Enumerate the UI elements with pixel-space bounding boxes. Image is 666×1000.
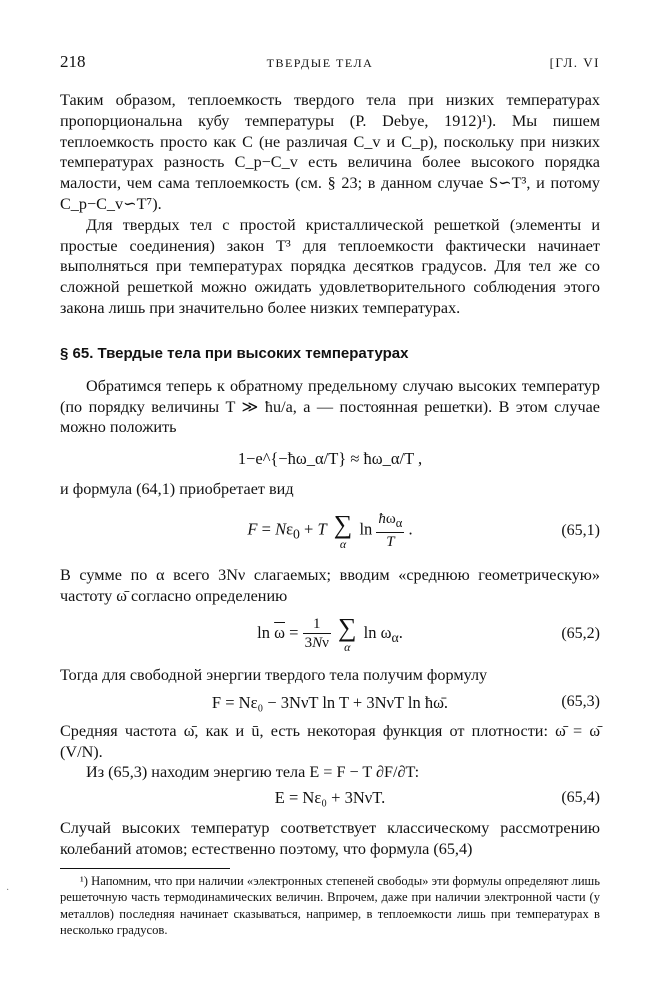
page-speck: · bbox=[6, 885, 10, 896]
section-title: § 65. Твердые тела при высоких температурах bbox=[60, 344, 409, 362]
running-header bbox=[60, 52, 600, 76]
chapter-label: [ГЛ. VI bbox=[549, 55, 600, 70]
paragraph-5: В сумме по α всего 3Nν слагаемых; вводим «среднюю геометрическую» частоту ω̄ согласно определению bbox=[60, 566, 600, 605]
equation-label-65-4: (65,4) bbox=[561, 788, 600, 806]
footnote-divider bbox=[60, 868, 230, 869]
paragraph-1: Таким образом, теплоемкость твердого тела при низких температурах пропорциональна кубу температуры (P. Debye, 1912)¹). Мы пишем теплоемкость просто как C (не различая C_v и C_p), поскольку при низких температурах разность C_p−C_v есть величина более высокого порядка малости, чем сама теплоемкость (см. § 23; в данном случае S∽T³, и потому C_p−C_v∽T⁷). bbox=[60, 91, 600, 213]
equation-label-65-3: (65,3) bbox=[561, 693, 600, 711]
equation-label-65-2: (65,2) bbox=[561, 624, 600, 642]
equation-approximation bbox=[60, 448, 600, 469]
fraction: $\frac{1}{3N\nu}$ bbox=[304, 616, 329, 652]
paragraph-7: Средняя частота ω̄, как и ū, есть некоторая функция от плотности: ω̄ = ω̄ (V/N). bbox=[60, 721, 600, 761]
paragraph-9: Случай высоких температур соответствует классическому рассмотрению колебаний атомов; естественно поэтому, что формула (65,4) bbox=[60, 819, 600, 859]
paragraph-8: Из (65,3) находим энергию тела E = F − T ∂F/∂T: bbox=[86, 763, 420, 782]
equation-65-2: $\ln \overline{\omega}$ = $\frac{1}{3N\nu}$ ∑ α $\ln \omega_\alpha$. (65,2) bbox=[257, 612, 600, 654]
equation-65-4-text: E = Nε₀ + 3NνT. bbox=[274, 788, 386, 808]
paragraph-3: Обратимся теперь к обратному предельному случаю высоких температур (по порядку величины T ≫ ħu/a, a — постоянная решетки). В этом случае можно положить bbox=[60, 376, 600, 437]
book-page bbox=[60, 52, 600, 939]
paragraph-4: и формула (64,1) приобретает вид bbox=[60, 480, 294, 499]
equation-65-4 bbox=[60, 787, 600, 808]
footnote: ¹) Напомним, что при наличии «электронных степеней свободы» эти формулы определяют лишь решеточную часть термодинамических величин. Впрочем, даже при наличии электронной части (у металлов) последняя начинает сказываться, например, в теплоемкости лишь при температурах в несколько градусов. bbox=[60, 873, 600, 938]
equation-65-3 bbox=[60, 692, 600, 713]
equation-label-65-1: (65,1) bbox=[561, 521, 600, 539]
paragraph-6: Тогда для свободной энергии твердого тела получим формулу bbox=[60, 665, 488, 684]
equation-65-1: $F = N\varepsilon_0 + T$ ∑ α ln $\frac{ħ\omega_\alpha}{T}$ . (65,1) bbox=[247, 509, 600, 551]
running-title: ТВЕРДЫЕ ТЕЛА bbox=[266, 56, 374, 70]
sum-sign: ∑ α bbox=[338, 612, 357, 654]
equation-65-3-text: F = Nε₀ − 3NνT ln T + 3NνT ln ħω̄. bbox=[211, 692, 449, 712]
page-number: 218 bbox=[60, 52, 86, 71]
paragraph-2: Для твердых тел с простой кристаллической решеткой (элементы и простые соединения) закон T³ для теплоемкости фактически начинает выполняться при температурах порядка десятков градусов. Для тел же со сложной решеткой можно ожидать удовлетворительного соблюдения этого закона лишь при значительно более низких температурах. bbox=[60, 215, 600, 317]
fraction: $\frac{ħ\omega_\alpha}{T}$ bbox=[378, 511, 403, 551]
sum-sign: ∑ α bbox=[333, 509, 353, 551]
equation-approximation-text: 1−e^{−ħω_α/T} ≈ ħω_α/T , bbox=[237, 449, 423, 469]
